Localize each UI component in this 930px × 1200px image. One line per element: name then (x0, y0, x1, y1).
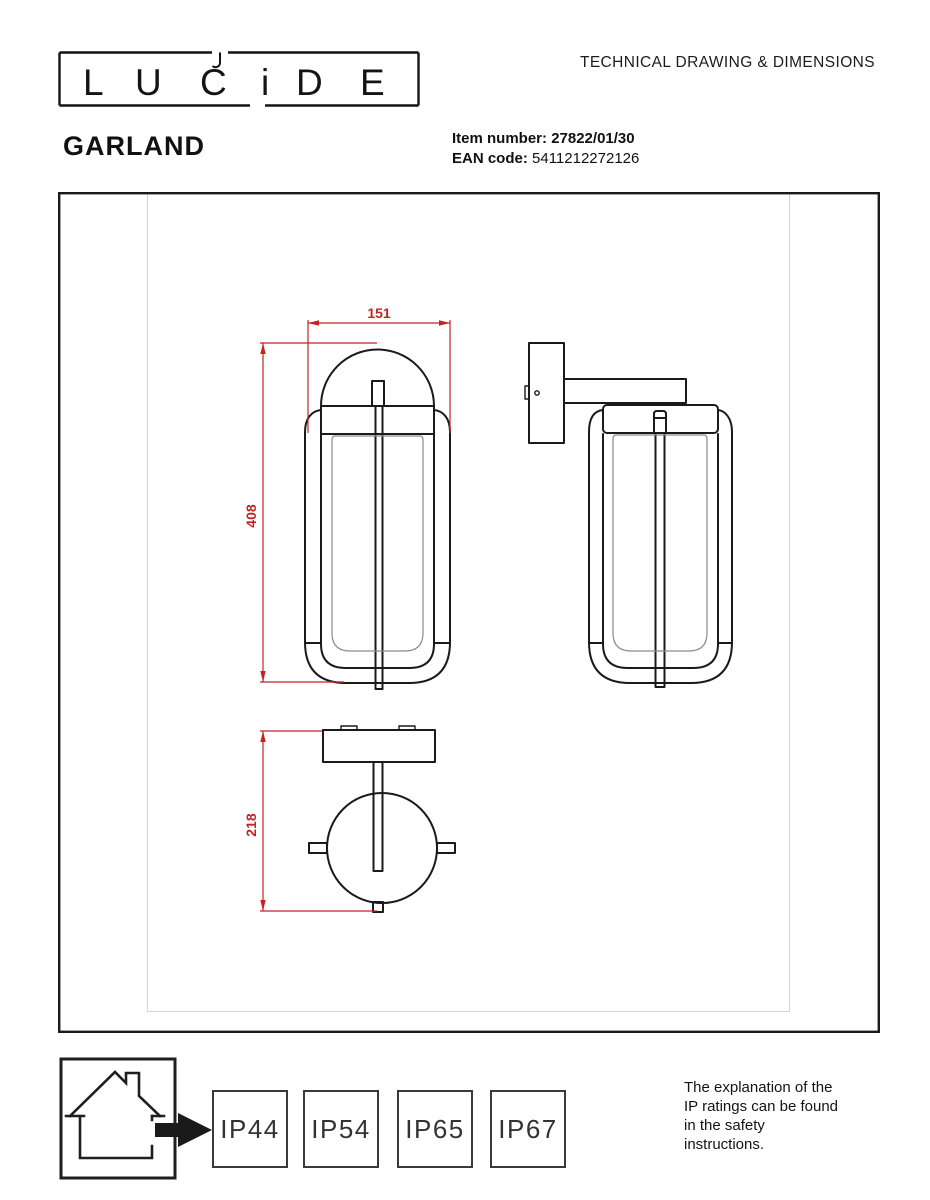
drawing-border (59, 193, 879, 1032)
dim-depth-label: 218 (243, 813, 259, 837)
ip-rating-label: IP54 (311, 1113, 371, 1144)
dim-height-label: 408 (243, 504, 259, 528)
dim-depth-lines (260, 731, 377, 911)
item-number-row (452, 129, 639, 149)
logo-letter: U (135, 62, 162, 103)
collar-front (321, 406, 434, 434)
ip-note-line: in the safety (684, 1117, 765, 1134)
ip-note-line: instructions. (684, 1136, 765, 1153)
logo-letter: i (261, 62, 270, 103)
ean-row (452, 149, 639, 169)
logo-letter: E (360, 62, 385, 103)
dim-height-lines (260, 343, 377, 682)
product-codes (452, 129, 639, 169)
ip-rating-label: IP65 (405, 1113, 465, 1144)
dome-front (321, 350, 434, 407)
dim-width-label: 151 (367, 305, 391, 321)
wall-plate-top (323, 730, 435, 762)
center-bar-front (376, 406, 383, 689)
product-name: GARLAND (63, 131, 205, 161)
item-number-label: Item number: (452, 130, 548, 147)
house-icon (66, 1072, 164, 1158)
glass-front (332, 436, 423, 651)
plate-tab-right (399, 726, 415, 730)
plate-tab-left (341, 726, 357, 730)
screw-hole (535, 391, 539, 395)
technical-drawing (58, 192, 880, 1033)
item-number-value: 27822/01/30 (551, 130, 635, 147)
arm-top (374, 762, 383, 871)
bar-knob-side (654, 411, 666, 433)
ip-rating-badge-ip54 (303, 1090, 379, 1168)
logo-letter: C (200, 62, 227, 103)
dimension-labels (243, 305, 391, 837)
logo-letter: L (83, 62, 104, 103)
ean-label: EAN code: (452, 150, 528, 167)
dimension-lines (260, 320, 450, 911)
logo-letter: D (296, 62, 323, 103)
center-bar-side (656, 433, 665, 687)
cage-inner-front (321, 434, 434, 668)
ip-rating-label: IP44 (220, 1113, 280, 1144)
ip-rating-badge-ip65 (397, 1090, 473, 1168)
front-view (305, 350, 450, 690)
cage-tab-left (309, 843, 327, 853)
side-view (525, 343, 732, 687)
cage-outer-side (589, 410, 732, 683)
cage-inner-side (603, 434, 718, 668)
ip-rating-badge-ip67 (490, 1090, 566, 1168)
arm-side (564, 379, 686, 403)
dimension-arrows (260, 320, 450, 911)
ip-note (684, 1078, 894, 1154)
doc-title: TECHNICAL DRAWING & DIMENSIONS (579, 54, 875, 71)
glass-side (613, 435, 707, 651)
ean-value: 5411212272126 (532, 150, 640, 167)
cage-outer-front (305, 410, 450, 683)
arrow-icon (155, 1113, 212, 1147)
wall-plate-notch (525, 386, 529, 399)
bar-tip-front (372, 381, 384, 406)
ip-note-line: The explanation of the (684, 1079, 833, 1096)
house-icon-box (61, 1059, 175, 1178)
ip-note-line: IP ratings can be found (684, 1098, 838, 1115)
ip-rating-badge-ip44 (212, 1090, 288, 1168)
cage-tab-right (437, 843, 455, 853)
logo-letters (83, 62, 385, 103)
ip-rating-label: IP67 (498, 1113, 558, 1144)
top-view (309, 726, 455, 912)
indoor-use-icon (58, 1056, 218, 1186)
inner-frame (148, 194, 790, 1012)
lucide-logo (58, 50, 420, 108)
